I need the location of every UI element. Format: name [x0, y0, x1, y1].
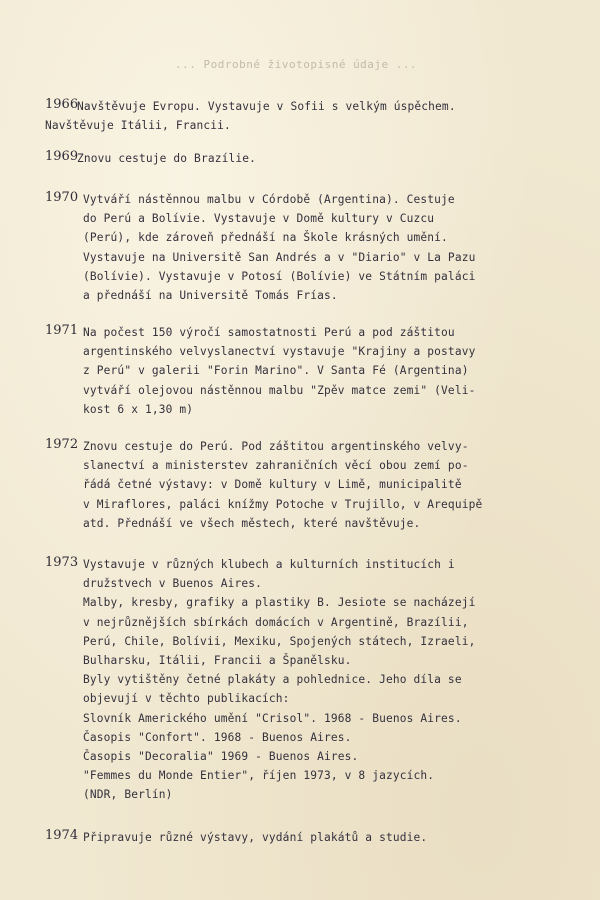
entry-line: a přednáší na Universitě Tomás Frías.: [83, 289, 338, 303]
entry-text: [77, 149, 257, 168]
entry-line: "Femmes du Monde Entier", říjen 1973, v 8 jazycích.: [83, 769, 435, 783]
entry-text: [81, 828, 427, 847]
entry-line: Slovník Amerického umění "Crisol". 1968 - Buenos Aires.: [83, 711, 462, 725]
entry-line: Připravuje různé výstavy, vydání plakátů a studie.: [83, 831, 428, 844]
entry-line: Vystavuje na Universitě San Andrés a v "Diario" v La Pazu: [83, 250, 476, 264]
entry-line: (Perú), kde zároveň přednáší na Škole krásných umění.: [83, 231, 448, 245]
entry-year: 1972: [45, 437, 79, 452]
entry-text: [81, 555, 475, 805]
entry-line: Vytváří nástěnnou malbu v Córdobě (Argentina). Cestuje: [83, 193, 455, 206]
entry-line: Znovu cestuje do Brazílie.: [77, 152, 257, 165]
entry-line: v Miraflores, paláci knížmy Potoche v Trujillo, v Arequipě: [83, 497, 483, 511]
entry-line: kost 6 x 1,30 m): [83, 402, 194, 416]
entry-line: Perú, Chile, Bolívii, Mexiku, Spojených státech, Izraeli,: [83, 634, 476, 648]
entry-line: Časopis "Decoralia" 1969 - Buenos Aires.: [83, 750, 359, 764]
entry-line: atd. Přednáší ve všech městech, které navštěvuje.: [83, 516, 421, 530]
entry-line: vytváří olejovou nástěnnou malbu "Zpěv matce zemi" (Veli-: [83, 383, 476, 397]
entry-line: Bulharsku, Itálii, Francii a Španělsku.: [83, 654, 352, 668]
entry-line: Na počest 150 výročí samostatnosti Perú a pod záštitou: [83, 326, 455, 339]
entry-year: 1971: [45, 323, 79, 338]
entry-line: Vystavuje v různých klubech a kulturních institucích i: [83, 558, 455, 571]
entry-line: do Perú a Bolívie. Vystavuje v Domě kultury v Cuzcu: [83, 212, 435, 226]
entry-line: Navštěvuje Itálii, Francii.: [45, 119, 231, 133]
entry-line: řádá četné výstavy: v Domě kultury v Limě, municipalitě: [83, 478, 462, 492]
entry-line: argentinského velvyslanectví vystavuje "Krajiny a postavy: [83, 345, 476, 359]
entry-line: v nejrůznějších sbírkách domácích v Argentině, Brazílii,: [83, 615, 469, 629]
entry-line: (NDR, Berlín): [83, 788, 173, 802]
entry-year: 1966: [45, 97, 79, 112]
entry-text: [81, 437, 482, 533]
faded-header-text: ... Podrobné životopisné údaje ...: [175, 58, 418, 71]
entry-line: slanectví a ministerstev zahraničních věcí obou zemí po-: [83, 459, 469, 473]
entry-year: 1970: [45, 190, 79, 205]
entry-line: Časopis "Confort". 1968 - Buenos Aires.: [83, 730, 352, 744]
entry-text: [81, 190, 475, 305]
entry-line: (Bolívie). Vystavuje v Potosí (Bolívie) ve Státním paláci: [83, 269, 476, 283]
entry-year: 1974: [45, 828, 79, 843]
entry-line: Byly vytištěny četné plakáty a pohlednice. Jeho díla se: [83, 673, 462, 687]
entry-line: z Perú" v galerii "Forin Marino". V Santa Fé (Argentina): [83, 364, 469, 378]
entry-line: objevují v těchto publikacích:: [83, 692, 290, 706]
entry-line: Malby, kresby, grafiky a plastiky B. Jesiote se nacházejí: [83, 596, 476, 610]
entry-year: 1973: [45, 555, 79, 570]
entry-line: Znovu cestuje do Perú. Pod záštitou argentinského velvy-: [83, 440, 469, 453]
entry-year: 1969: [45, 149, 79, 164]
entry-text: [81, 323, 475, 419]
entry-line: Navštěvuje Evropu. Vystavuje v Sofii s velkým úspěchem.: [77, 100, 456, 113]
entry-line: družstvech v Buenos Aires.: [83, 577, 263, 591]
